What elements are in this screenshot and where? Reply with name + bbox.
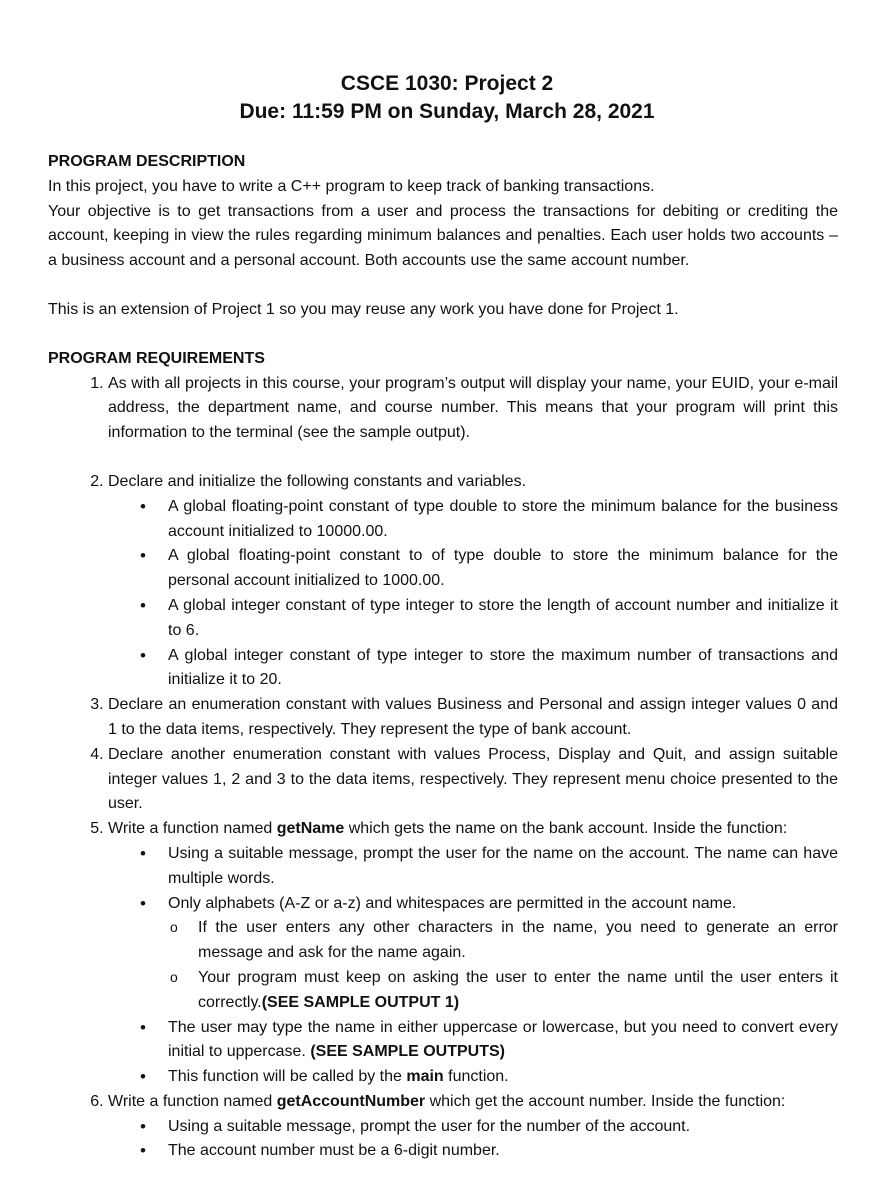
requirement-1 [108, 372, 838, 470]
main-function-ref: main [406, 1068, 444, 1086]
requirement-4 [108, 743, 838, 817]
requirement-2 [108, 470, 838, 693]
requirement-5-text: Write a function named [108, 820, 277, 838]
requirement-3-text: Declare an enumeration constant with values Business and Personal and assign integer values 0 and 1 to the data items, respectively. They represent the type of bank account. [108, 696, 838, 738]
section-heading-description: PROGRAM DESCRIPTION [48, 153, 246, 170]
requirement-6-text-post: which get the account number. Inside the function: [425, 1092, 786, 1110]
requirement-1-text: As with all projects in this course, your program’s output will display your name, your EUID, your e-mail address, the department name, and course number. This means that your program will print this information to the terminal (see the sample output). [108, 374, 838, 442]
list-item-text-post: function. [443, 1068, 509, 1086]
requirement-4-text: Declare another enumeration constant with values Process, Display and Quit, and assign suitable integer values 1, 2 and 3 to the data items, respectively. They represent menu choice presented to the user. [108, 745, 838, 813]
list-item: • A global floating-point constant to of type double to store the minimum balance for the personal account initialized to 1000.00. [168, 544, 838, 594]
sub-list-item-text: Your program must keep on asking the user to enter the name until the user enters it correctly. [198, 968, 838, 1011]
list-item [168, 1016, 838, 1066]
requirement-6-text: Write a function named [108, 1092, 277, 1110]
requirement-3 [108, 693, 838, 743]
due-date-title: Due: 11:59 PM on Sunday, March 28, 2021 [239, 100, 655, 123]
description-paragraph: Your objective is to get transactions from a user and process the transactions for debiting or crediting the account, keeping in view the rules regarding minimum balances and penalties. Each user holds two accounts – a business account and a personal account. Both accounts use the same account number. [48, 202, 838, 270]
list-item: • Using a suitable message, prompt the user for the number of the account. [168, 1115, 838, 1140]
requirement-2-text: Declare and initialize the following constants and variables. [108, 472, 527, 490]
list-item: • A global integer constant of type integer to store the maximum number of transactions and initialize it to 20. [168, 644, 838, 694]
requirement-5 [108, 817, 838, 1090]
sub-list [168, 916, 838, 1015]
sample-outputs-ref: (SEE SAMPLE OUTPUTS) [310, 1043, 505, 1061]
getaccountnumber-list [108, 1115, 838, 1165]
list-item: • A global floating-point constant of type double to store the minimum balance for the business account initialized to 10000.00. [168, 495, 838, 545]
sub-list-item [198, 966, 838, 1016]
page-title: CSCE 1030: Project 2 [340, 72, 554, 95]
list-item-text: The user may type the name in either uppercase or lowercase, but you need to convert every initial to uppercase. [168, 1018, 838, 1061]
document-body [48, 150, 838, 1164]
requirements-list [48, 372, 838, 1165]
list-item-text: This function will be called by the [168, 1068, 407, 1086]
requirement-6 [108, 1090, 838, 1164]
function-name-getname: getName [276, 820, 345, 838]
sub-list-item: o If the user enters any other characters in the name, you need to generate an error message and ask for the name again. [198, 916, 838, 966]
list-item: • The account number must be a 6-digit number. [168, 1139, 838, 1164]
list-item: • A global integer constant of type integer to store the length of account number and initialize it to 6. [168, 594, 838, 644]
constants-list [108, 495, 838, 693]
list-item: • Using a suitable message, prompt the user for the name on the account. The name can have multiple words. [168, 842, 838, 892]
section-heading-requirements: PROGRAM REQUIREMENTS [48, 349, 265, 367]
description-line: In this project, you have to write a C++ program to keep track of banking transactions. [48, 177, 655, 195]
function-name-getaccountnumber: getAccountNumber [276, 1092, 426, 1110]
extension-note: This is an extension of Project 1 so you may reuse any work you have done for Project 1. [48, 300, 679, 318]
sample-output-ref: (SEE SAMPLE OUTPUT 1) [261, 993, 460, 1011]
requirement-5-text-post: which gets the name on the bank account. Inside the function: [344, 820, 788, 838]
list-item-text: Only alphabets (A-Z or a-z) and whitespaces are permitted in the account name. [168, 894, 737, 912]
getname-list [108, 842, 838, 1090]
list-item [168, 1065, 838, 1090]
list-item [168, 892, 838, 1016]
